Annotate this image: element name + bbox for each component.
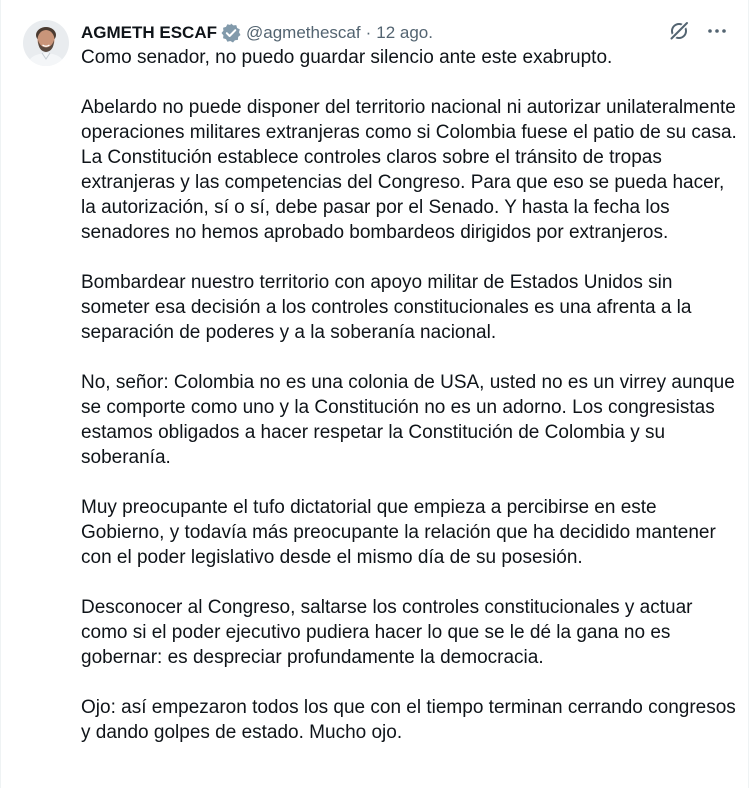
- tweet-paragraph: No, señor: Colombia no es una colonia de USA, usted no es un virrey aunque se comporte como uno y la Constitución no es un adorno. Los congresistas estamos obligados a hacer respetar la Constitución de Colombia y su soberanía.: [81, 372, 735, 468]
- grok-button[interactable]: [666, 20, 692, 46]
- avatar[interactable]: [23, 20, 69, 66]
- author-display-name[interactable]: AGMETH ESCAF: [81, 23, 217, 42]
- more-options-button[interactable]: [704, 20, 730, 46]
- tweet-text: [81, 45, 741, 745]
- verified-badge-icon[interactable]: [220, 22, 242, 44]
- tweet-paragraph: Muy preocupante el tufo dictatorial que empieza a percibirse en este Gobierno, y todavía más preocupante la relación que ha decidido mantener con el poder legislativo desde el mismo día de su posesión.: [81, 497, 716, 568]
- tweet-paragraph: Desconocer al Congreso, saltarse los controles constitucionales y actuar como si el poder ejecutivo pudiera hacer lo que se le dé la gana no es gobernar: es despreciar profundamente la democracia.: [81, 597, 693, 668]
- tweet-actions: [666, 20, 730, 46]
- tweet-paragraph: Abelardo no puede disponer del territorio nacional ni autorizar unilateralmente operaciones militares extranjeras como si Colombia fuese el patio de su casa. La Constitución establece controles claros sobre el tránsito de tropas extranjeras y las competencias del Congreso. Para que eso se pueda hacer, la autorización, sí o sí, debe pasar por el Senado. Y hasta la fecha los senadores no hemos aprobado bombardeos dirigidos por extranjeros.: [81, 97, 737, 243]
- tweet-paragraph: Bombardear nuestro territorio con apoyo militar de Estados Unidos sin someter esa decisión a los controles constitucionales es una afrenta a la separación de poderes y a la soberanía nacional.: [81, 272, 692, 343]
- author-handle[interactable]: @agmethescaf: [246, 23, 361, 42]
- tweet-paragraph: Como senador, no puedo guardar silencio ante este exabrupto.: [81, 47, 613, 68]
- tweet-date[interactable]: 12 ago.: [376, 23, 433, 42]
- more-icon: [707, 21, 727, 46]
- tweet-header: [81, 20, 433, 46]
- tweet-paragraph: Ojo: así empezaron todos los que con el tiempo terminan cerrando congresos y dando golpes de estado. Mucho ojo.: [81, 697, 736, 743]
- separator-dot: ·: [365, 23, 372, 42]
- grok-icon: [668, 20, 690, 47]
